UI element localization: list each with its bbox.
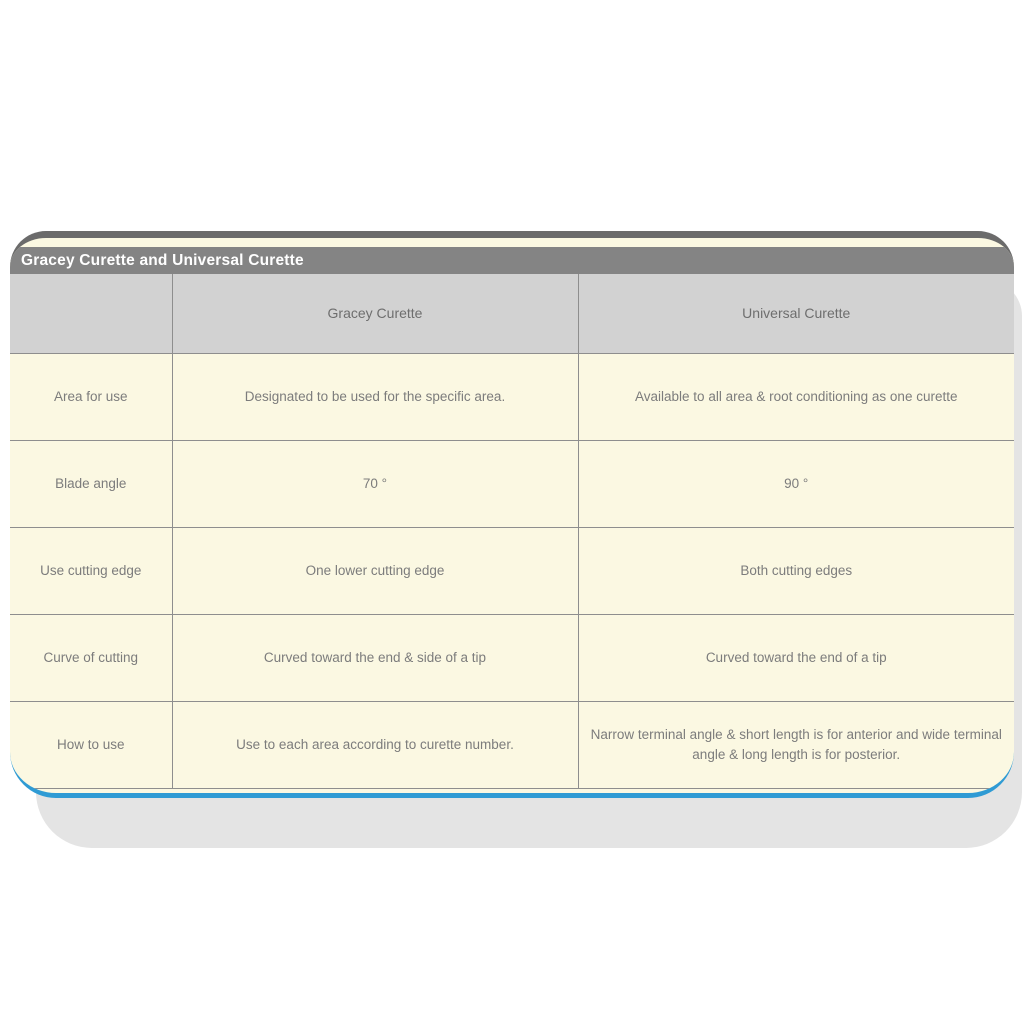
column-header-blank bbox=[10, 274, 172, 353]
universal-cell: Narrow terminal angle & short length is for anterior and wide terminal angle & long length is for posterior. bbox=[578, 701, 1014, 788]
universal-cell: Available to all area & root conditioning as one curette bbox=[578, 353, 1014, 440]
table-header-row bbox=[10, 274, 1014, 353]
row-label: Blade angle bbox=[10, 440, 172, 527]
universal-cell: Both cutting edges bbox=[578, 527, 1014, 614]
universal-cell: Curved toward the end of a tip bbox=[578, 614, 1014, 701]
table-row bbox=[10, 440, 1014, 527]
table-row bbox=[10, 701, 1014, 788]
card-title-bar bbox=[10, 247, 1014, 274]
row-label: How to use bbox=[10, 701, 172, 788]
comparison-card bbox=[10, 231, 1014, 798]
gracey-cell: Designated to be used for the specific area. bbox=[172, 353, 578, 440]
row-label: Use cutting edge bbox=[10, 527, 172, 614]
row-label: Curve of cutting bbox=[10, 614, 172, 701]
row-label: Area for use bbox=[10, 353, 172, 440]
table-row bbox=[10, 614, 1014, 701]
column-header-universal: Universal Curette bbox=[578, 274, 1014, 353]
column-header-gracey: Gracey Curette bbox=[172, 274, 578, 353]
gracey-cell: 70 ° bbox=[172, 440, 578, 527]
universal-cell: 90 ° bbox=[578, 440, 1014, 527]
table-row bbox=[10, 527, 1014, 614]
gracey-cell: Use to each area according to curette number. bbox=[172, 701, 578, 788]
page-title: Gracey Curette and Universal Curette bbox=[21, 251, 304, 269]
gracey-cell: One lower cutting edge bbox=[172, 527, 578, 614]
gracey-cell: Curved toward the end & side of a tip bbox=[172, 614, 578, 701]
table-row bbox=[10, 353, 1014, 440]
comparison-table bbox=[10, 274, 1014, 789]
